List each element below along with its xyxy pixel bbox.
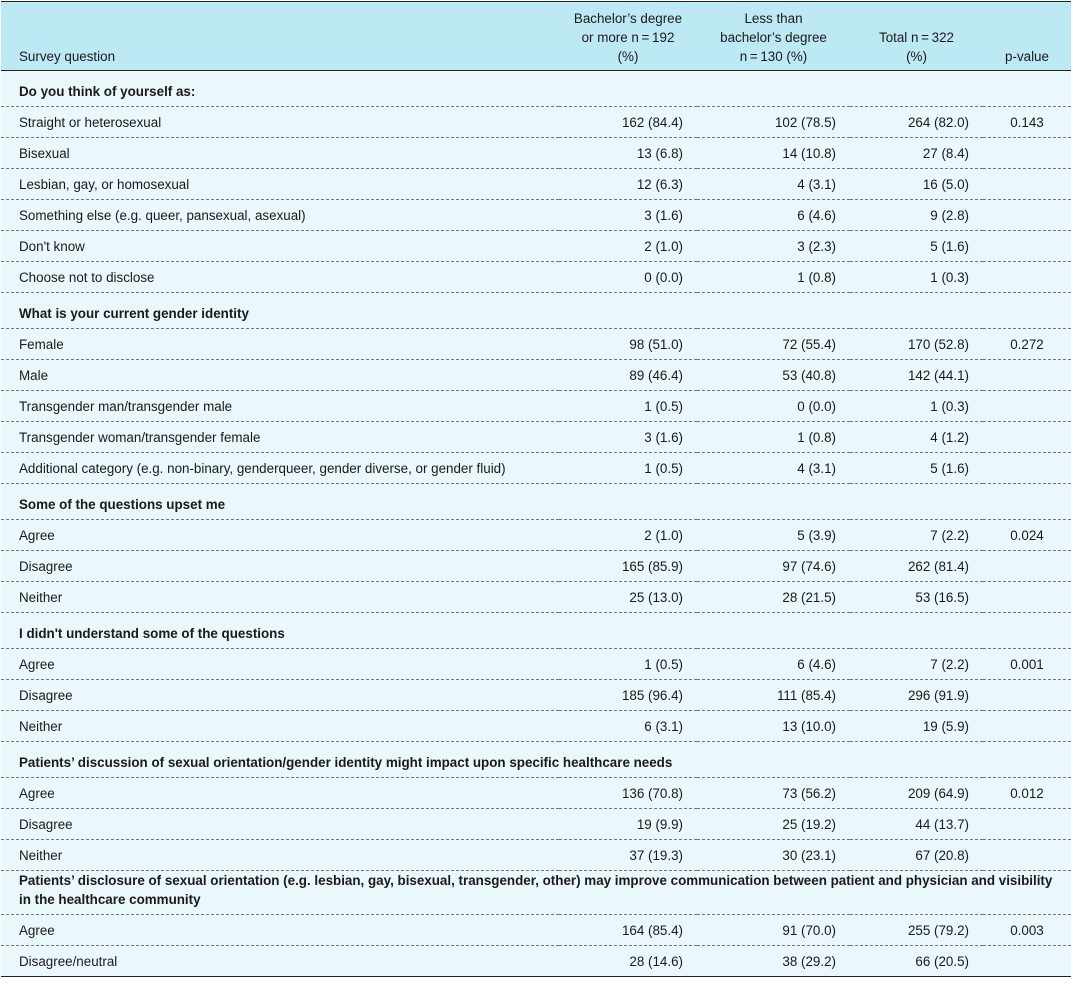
cell-bachelor: 1 (0.5) (559, 453, 697, 484)
cell-less-than-bachelor: 111 (85.4) (697, 680, 850, 711)
cell-p-value (983, 360, 1071, 391)
table-row (1, 946, 1071, 977)
cell-less-than-bachelor: 13 (10.0) (697, 711, 850, 742)
cell-total: 264 (82.0) (850, 107, 983, 138)
cell-bachelor: 2 (1.0) (559, 520, 697, 551)
table-row (1, 915, 1071, 946)
cell-total: 27 (8.4) (850, 138, 983, 169)
cell-less-than-bachelor: 38 (29.2) (697, 946, 850, 977)
row-label: Female (1, 329, 559, 360)
row-label: Something else (e.g. queer, pansexual, asexual) (1, 200, 559, 231)
cell-bachelor: 25 (13.0) (559, 582, 697, 613)
cell-less-than-bachelor: 5 (3.9) (697, 520, 850, 551)
table-row (1, 453, 1071, 484)
cell-total: 255 (79.2) (850, 915, 983, 946)
row-label: Bisexual (1, 138, 559, 169)
cell-less-than-bachelor: 97 (74.6) (697, 551, 850, 582)
cell-total: 4 (1.2) (850, 422, 983, 453)
cell-p-value (983, 169, 1071, 200)
cell-bachelor: 1 (0.5) (559, 649, 697, 680)
cell-less-than-bachelor: 73 (56.2) (697, 778, 850, 809)
row-label: Agree (1, 520, 559, 551)
row-label: Agree (1, 649, 559, 680)
cell-total: 142 (44.1) (850, 360, 983, 391)
table-row (1, 649, 1071, 680)
cell-bachelor: 6 (3.1) (559, 711, 697, 742)
cell-p-value (983, 422, 1071, 453)
header-less-line-1: Less than (744, 11, 803, 26)
row-label: Disagree (1, 809, 559, 840)
cell-bachelor: 1 (0.5) (559, 391, 697, 422)
cell-total: 5 (1.6) (850, 231, 983, 262)
cell-total: 7 (2.2) (850, 649, 983, 680)
cell-less-than-bachelor: 102 (78.5) (697, 107, 850, 138)
cell-p-value (983, 200, 1071, 231)
table-row (1, 107, 1071, 138)
cell-less-than-bachelor: 14 (10.8) (697, 138, 850, 169)
cell-total: 209 (64.9) (850, 778, 983, 809)
cell-less-than-bachelor: 1 (0.8) (697, 262, 850, 293)
cell-p-value (983, 551, 1071, 582)
cell-less-than-bachelor: 1 (0.8) (697, 422, 850, 453)
cell-less-than-bachelor: 25 (19.2) (697, 809, 850, 840)
cell-total: 53 (16.5) (850, 582, 983, 613)
header-total-line-1: Total n = 322 (879, 30, 954, 45)
cell-less-than-bachelor: 4 (3.1) (697, 453, 850, 484)
table-row (1, 138, 1071, 169)
row-label: Agree (1, 915, 559, 946)
table-row (1, 840, 1071, 871)
section-title: What is your current gender identity (1, 293, 1071, 329)
table-row (1, 520, 1071, 551)
section-title: Patients’ disclosure of sexual orientation (e.g. lesbian, gay, bisexual, transgender, other) may improve communication between patient and physician and visibility in the healthcare community (1, 871, 1071, 915)
table-row (1, 680, 1071, 711)
cell-total: 1 (0.3) (850, 262, 983, 293)
header-total-line-2: (%) (906, 49, 927, 64)
cell-less-than-bachelor: 30 (23.1) (697, 840, 850, 871)
cell-total: 16 (5.0) (850, 169, 983, 200)
cell-bachelor: 185 (96.4) (559, 680, 697, 711)
row-label: Neither (1, 840, 559, 871)
survey-results-table (1, 1, 1071, 977)
cell-p-value (983, 391, 1071, 422)
header-less-line-3: n = 130 (%) (739, 49, 808, 64)
cell-bachelor: 13 (6.8) (559, 138, 697, 169)
table-header (1, 2, 1071, 71)
row-label: Straight or heterosexual (1, 107, 559, 138)
section-header-row (1, 871, 1071, 915)
header-less-than-bachelor (697, 2, 850, 71)
table-row (1, 262, 1071, 293)
cell-bachelor: 89 (46.4) (559, 360, 697, 391)
header-row (1, 2, 1071, 71)
cell-p-value (983, 453, 1071, 484)
cell-total: 262 (81.4) (850, 551, 983, 582)
cell-total: 5 (1.6) (850, 453, 983, 484)
cell-p-value (983, 262, 1071, 293)
cell-bachelor: 3 (1.6) (559, 422, 697, 453)
cell-less-than-bachelor: 28 (21.5) (697, 582, 850, 613)
cell-less-than-bachelor: 3 (2.3) (697, 231, 850, 262)
cell-total: 7 (2.2) (850, 520, 983, 551)
row-label: Choose not to disclose (1, 262, 559, 293)
cell-p-value (983, 582, 1071, 613)
cell-p-value (983, 711, 1071, 742)
cell-bachelor: 37 (19.3) (559, 840, 697, 871)
cell-p-value (983, 138, 1071, 169)
cell-bachelor: 165 (85.9) (559, 551, 697, 582)
cell-p-value: 0.003 (983, 915, 1071, 946)
cell-less-than-bachelor: 72 (55.4) (697, 329, 850, 360)
cell-total: 170 (52.8) (850, 329, 983, 360)
cell-total: 9 (2.8) (850, 200, 983, 231)
table-row (1, 231, 1071, 262)
cell-total: 1 (0.3) (850, 391, 983, 422)
table-row (1, 422, 1071, 453)
cell-total: 67 (20.8) (850, 840, 983, 871)
cell-p-value: 0.143 (983, 107, 1071, 138)
cell-p-value: 0.272 (983, 329, 1071, 360)
table-row (1, 778, 1071, 809)
cell-bachelor: 28 (14.6) (559, 946, 697, 977)
header-less-line-2: bachelor’s degree (720, 30, 827, 45)
row-label: Lesbian, gay, or homosexual (1, 169, 559, 200)
section-title: Patients’ discussion of sexual orientation/gender identity might impact upon specific healthcare needs (1, 742, 1071, 778)
cell-total: 19 (5.9) (850, 711, 983, 742)
cell-bachelor: 19 (9.9) (559, 809, 697, 840)
header-bachelor-line-1: Bachelor’s degree (573, 11, 683, 26)
cell-total: 66 (20.5) (850, 946, 983, 977)
section-header-row (1, 293, 1071, 329)
row-label: Additional category (e.g. non-binary, genderqueer, gender diverse, or gender fluid) (1, 453, 559, 484)
cell-bachelor: 0 (0.0) (559, 262, 697, 293)
table-body (1, 71, 1071, 977)
table-row (1, 711, 1071, 742)
row-label: Neither (1, 582, 559, 613)
section-title: I didn't understand some of the questions (1, 613, 1071, 649)
cell-bachelor: 3 (1.6) (559, 200, 697, 231)
cell-p-value (983, 840, 1071, 871)
cell-bachelor: 136 (70.8) (559, 778, 697, 809)
section-header-row (1, 742, 1071, 778)
table-row (1, 391, 1071, 422)
cell-less-than-bachelor: 4 (3.1) (697, 169, 850, 200)
cell-less-than-bachelor: 6 (4.6) (697, 649, 850, 680)
row-label: Disagree (1, 551, 559, 582)
table-row (1, 551, 1071, 582)
cell-total: 296 (91.9) (850, 680, 983, 711)
table-row (1, 582, 1071, 613)
row-label: Disagree/neutral (1, 946, 559, 977)
table-row (1, 329, 1071, 360)
cell-p-value: 0.001 (983, 649, 1071, 680)
cell-less-than-bachelor: 53 (40.8) (697, 360, 850, 391)
header-bachelor-line-3: (%) (617, 49, 639, 64)
table-row (1, 809, 1071, 840)
section-header-row (1, 613, 1071, 649)
cell-less-than-bachelor: 6 (4.6) (697, 200, 850, 231)
cell-less-than-bachelor: 0 (0.0) (697, 391, 850, 422)
header-survey-question: Survey question (1, 2, 559, 71)
cell-less-than-bachelor: 91 (70.0) (697, 915, 850, 946)
cell-p-value (983, 809, 1071, 840)
row-label: Transgender woman/transgender female (1, 422, 559, 453)
row-label: Agree (1, 778, 559, 809)
cell-bachelor: 2 (1.0) (559, 231, 697, 262)
cell-p-value (983, 231, 1071, 262)
section-title: Some of the questions upset me (1, 484, 1071, 520)
header-total (850, 2, 983, 71)
section-header-row (1, 71, 1071, 107)
cell-total: 44 (13.7) (850, 809, 983, 840)
cell-bachelor: 12 (6.3) (559, 169, 697, 200)
row-label: Don't know (1, 231, 559, 262)
table-row (1, 169, 1071, 200)
section-title: Do you think of yourself as: (1, 71, 1071, 107)
table-row (1, 200, 1071, 231)
row-label: Neither (1, 711, 559, 742)
row-label: Transgender man/transgender male (1, 391, 559, 422)
cell-bachelor: 162 (84.4) (559, 107, 697, 138)
table-row (1, 360, 1071, 391)
header-bachelor-line-2: or more n = 192 (581, 30, 675, 45)
row-label: Male (1, 360, 559, 391)
row-label: Disagree (1, 680, 559, 711)
section-header-row (1, 484, 1071, 520)
cell-bachelor: 164 (85.4) (559, 915, 697, 946)
cell-bachelor: 98 (51.0) (559, 329, 697, 360)
cell-p-value (983, 946, 1071, 977)
header-bachelor (559, 2, 697, 71)
header-p-value: p-value (983, 2, 1071, 71)
cell-p-value: 0.024 (983, 520, 1071, 551)
cell-p-value: 0.012 (983, 778, 1071, 809)
cell-p-value (983, 680, 1071, 711)
